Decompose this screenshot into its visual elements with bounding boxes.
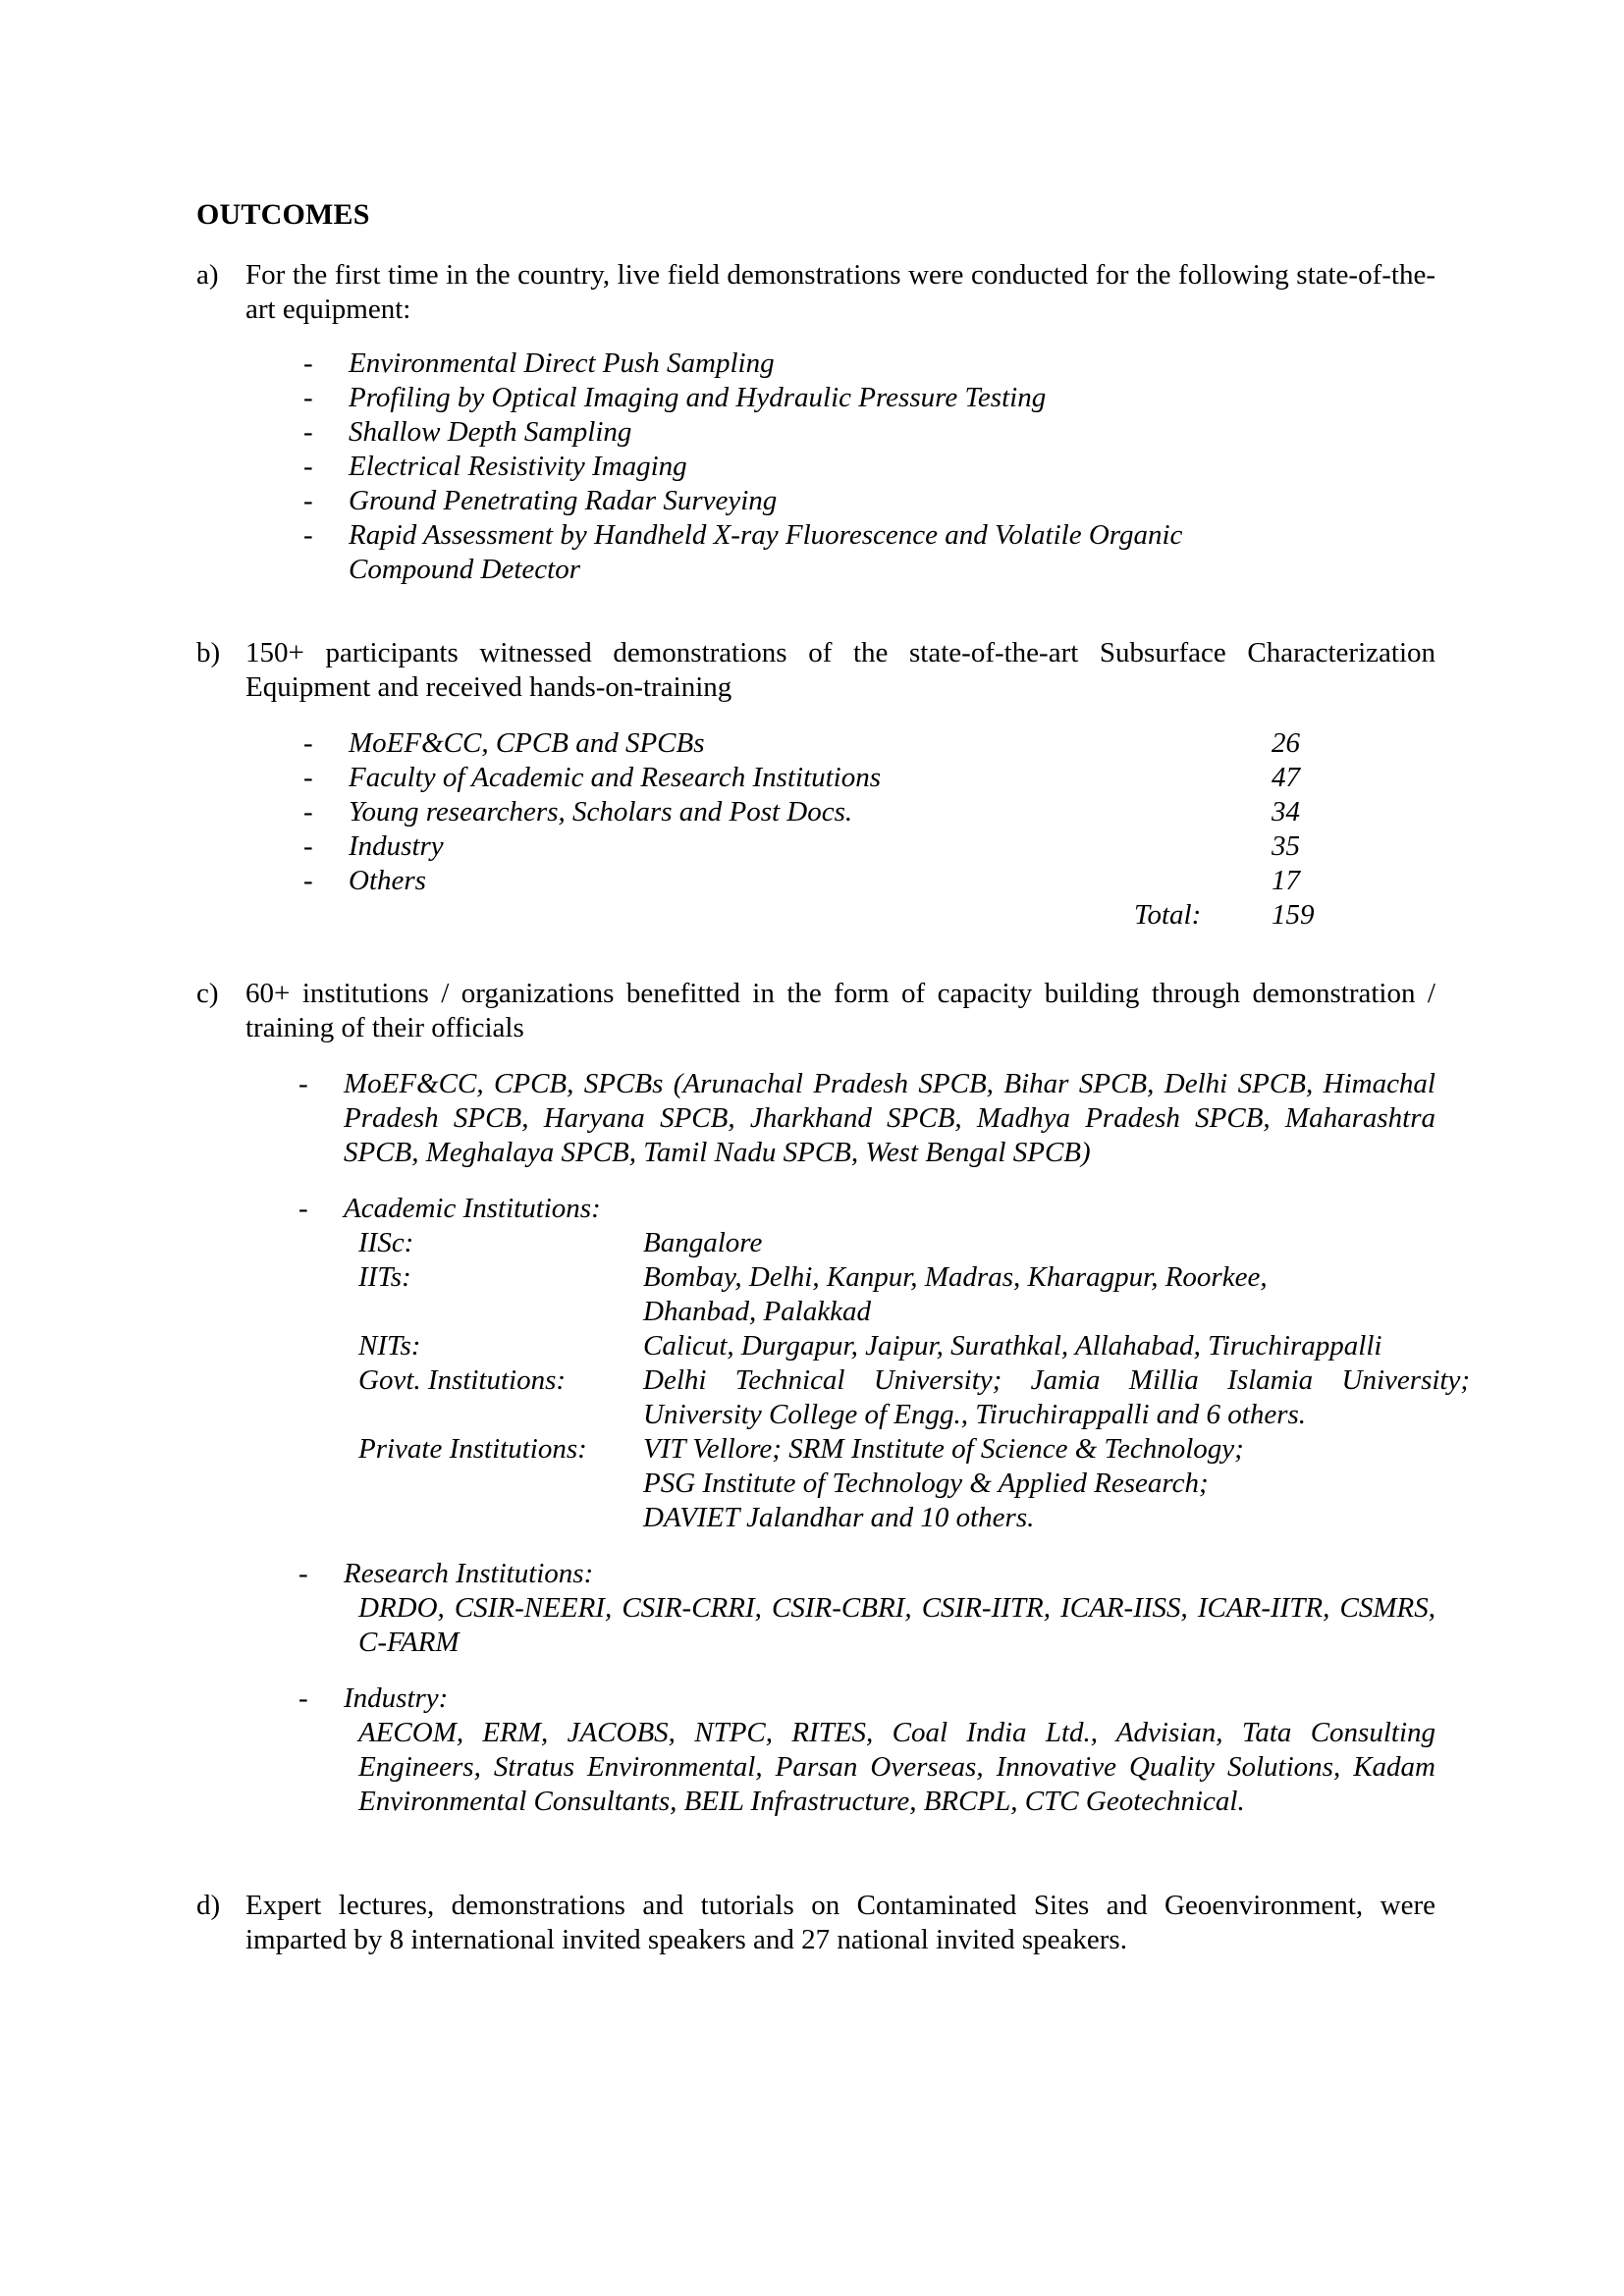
institution-row: Govt. Institutions: Delhi Technical University; Jamia Millia Islamia University; University College of Engg., Tiruchirappalli and 6 others. <box>358 1364 1470 1430</box>
research-text: DRDO, CSIR-NEERI, CSIR-CRRI, CSIR-CBRI, CSIR-IITR, ICAR-IISS, ICAR-IITR, CSMRS, C-FARM <box>358 1592 1435 1658</box>
regulators-text: MoEF&CC, CPCB, SPCBs (Arunachal Pradesh SPCB, Bihar SPCB, Delhi SPCB, Himachal Pradesh SPCB, Haryana SPCB, Jharkhand SPCB, Madhya Pradesh SPCB, Maharashtra SPCB, Meghalaya SPCB, Tamil Nadu SPCB, West Bengal SPCB) <box>344 1068 1435 1168</box>
section-c <box>196 977 1470 1819</box>
participants-list <box>303 726 1435 933</box>
participant-count: 34 <box>1272 796 1300 828</box>
section-b-text: 150+ participants witnessed demonstrations of the state-of-the-art Subsurface Characterization Equipment and received hands-on-training <box>245 637 1435 703</box>
participant-row: - Industry 35 <box>303 830 1300 862</box>
industry-block: - Industry: AECOM, ERM, JACOBS, NTPC, RITES, Coal India Ltd., Advisian, Tata Consulting Engineers, Stratus Environmental, Parsan Overseas, Innovative Quality Solutions, Kadam Environmental Consultants, BEIL Infrastructure, BRCPL, CTC Geotechnical. <box>298 1682 1435 1817</box>
participant-count: 17 <box>1272 865 1300 896</box>
participant-row: - Others 17 <box>303 865 1300 896</box>
list-item: - Shallow Depth Sampling <box>303 416 632 448</box>
section-d-letter: d) <box>196 1890 221 1921</box>
section-b <box>196 636 1435 933</box>
participant-row: - Faculty of Academic and Research Institutions 47 <box>303 762 1300 793</box>
list-item: - Electrical Resistivity Imaging <box>303 451 687 482</box>
section-a <box>196 258 1435 587</box>
institution-row: NITs: Calicut, Durgapur, Jaipur, Surathkal, Allahabad, Tiruchirappalli <box>358 1330 1382 1362</box>
institution-row: Private Institutions: VIT Vellore; SRM Institute of Science & Technology; PSG Institute of Technology & Applied Research; DAVIET Jalandhar and 10 others. <box>358 1433 1244 1533</box>
institution-row: IITs: Bombay, Delhi, Kanpur, Madras, Kharagpur, Roorkee, Dhanbad, Palakkad <box>358 1261 1268 1327</box>
total-label: Total: <box>1134 899 1202 931</box>
section-d-text: Expert lectures, demonstrations and tutorials on Contaminated Sites and Geoenvironment, were imparted by 8 international invited speakers and 27 national invited speakers. <box>245 1890 1435 1955</box>
total-row <box>349 898 1435 933</box>
participant-count: 35 <box>1272 830 1300 862</box>
participant-count: 26 <box>1272 727 1300 759</box>
list-item: - Rapid Assessment by Handheld X-ray Fluorescence and Volatile Organic <box>303 519 1183 551</box>
participant-row: - Young researchers, Scholars and Post Docs. 34 <box>303 796 1300 828</box>
industry-text: AECOM, ERM, JACOBS, NTPC, RITES, Coal India Ltd., Advisian, Tata Consulting Engineers, Stratus Environmental, Parsan Overseas, Innovative Quality Solutions, Kadam Environmental Consultants, BEIL Infrastructure, BRCPL, CTC Geotechnical. <box>358 1717 1435 1817</box>
research-title: Research Institutions: <box>344 1558 594 1589</box>
academic-table <box>358 1226 1473 1535</box>
equipment-list <box>303 347 1435 587</box>
academic-block: - Academic Institutions: IISc: Bangalore IITs: Bombay, Delhi, Kanpur, Madras, Kharagpur, Roorkee, Dhanbad, Palakkad NITs: Calicut, Durgapur, Jaipur, Surathkal, Allahabad, Tiruchirappalli Govt. Institutions: Delhi Technical University; Jamia Millia Islamia University; University College of Engg., Tiruchirappalli and 6 others. Private Institutions: VIT Vellore; SRM Institute of Science & Technology; PSG Institute of Technology & Applied Research; DAVIET Jalandhar and 10 others. <box>344 1192 1473 1535</box>
participant-row: - MoEF&CC, CPCB and SPCBs 26 <box>303 727 1300 759</box>
list-item: - Environmental Direct Push Sampling <box>303 347 775 379</box>
total-value: 159 <box>1272 899 1315 931</box>
participant-count: 47 <box>1272 762 1300 793</box>
section-c-letter: c) <box>196 978 219 1009</box>
academic-title: Academic Institutions: <box>344 1193 601 1224</box>
list-item-continuation: Compound Detector <box>349 554 580 585</box>
industry-title: Industry: <box>344 1682 449 1714</box>
section-a-letter: a) <box>196 259 219 291</box>
section-a-text: For the first time in the country, live field demonstrations were conducted for the following state-of-the-art equipment: <box>245 259 1435 325</box>
list-item: - Profiling by Optical Imaging and Hydraulic Pressure Testing <box>303 382 1047 413</box>
research-block: - Research Institutions: DRDO, CSIR-NEERI, CSIR-CRRI, CSIR-CBRI, CSIR-IITR, ICAR-IISS, ICAR-IITR, CSMRS, C-FARM <box>298 1558 1435 1658</box>
section-b-letter: b) <box>196 637 221 668</box>
page-title: OUTCOMES <box>196 198 370 231</box>
section-c-text: 60+ institutions / organizations benefitted in the form of capacity building through demonstration / training of their officials <box>245 978 1435 1043</box>
regulators-block: - MoEF&CC, CPCB, SPCBs (Arunachal Pradesh SPCB, Bihar SPCB, Delhi SPCB, Himachal Pradesh SPCB, Haryana SPCB, Jharkhand SPCB, Madhya Pradesh SPCB, Maharashtra SPCB, Meghalaya SPCB, Tamil Nadu SPCB, West Bengal SPCB) <box>298 1068 1435 1168</box>
section-d <box>196 1889 1435 1957</box>
list-item: - Ground Penetrating Radar Surveying <box>303 485 778 516</box>
institution-row: IISc: Bangalore <box>358 1227 763 1258</box>
